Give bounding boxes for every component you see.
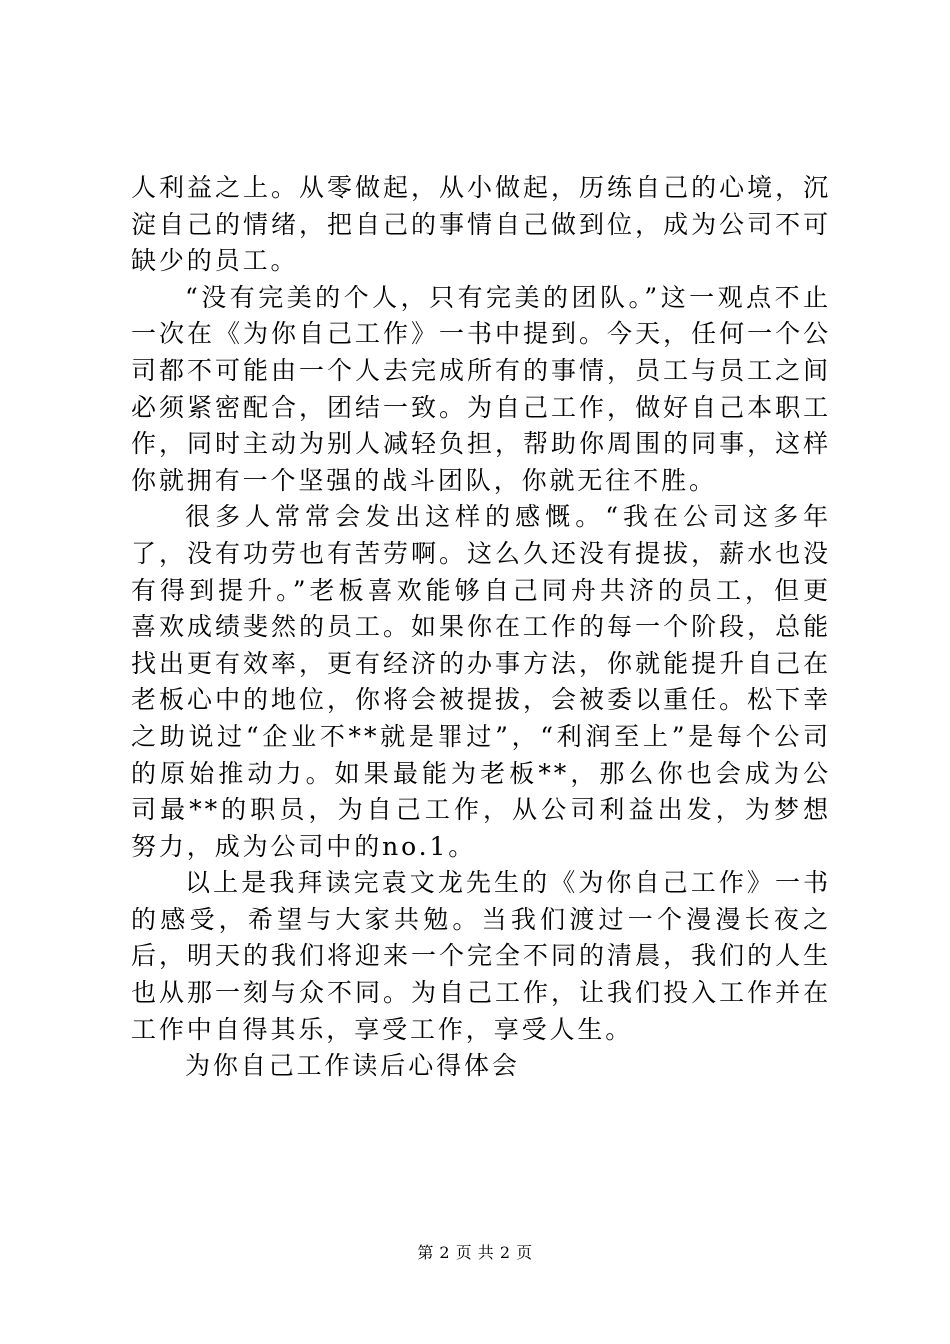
paragraph-efficiency: 很多人常常会发出这样的感慨。“我在公司这多年了，没有功劳也有苦劳啊。这么久还没有提拔，薪水也没有得到提升。”老板喜欢能够自己同舟共济的员工，但更喜欢成绩斐然的员工。如果你在工作的每一个阶段，总能找出更有效率，更有经济的办事方法，你就能提升自己在老板心中的地位，你将会被提拔，会被委以重任。松下幸之助说过“企业不**就是罪过”，“利润至上”是每个公司的原始推动力。如果最能为老板**，那么你也会成为公司最**的职员，为自己工作，从公司利益出发，为梦想努力，成为公司中的no.1。 (131, 502, 831, 861)
document-body (131, 170, 831, 1085)
paragraph-continuation: 人利益之上。从零做起，从小做起，历练自己的心境，沉淀自己的情绪，把自己的事情自己做到位，成为公司不可缺少的员工。 (131, 173, 831, 276)
paragraph-team: “没有完美的个人，只有完美的团队。”这一观点不止一次在《为你自己工作》一书中提到。今天，任何一个公司都不可能由一个人去完成所有的事情，员工与员工之间必须紧密配合，团结一致。为自己工作，做好自己本职工作，同时主动为别人减轻负担，帮助你周围的同事，这样你就拥有一个坚强的战斗团队，你就无往不胜。 (131, 282, 831, 495)
document-title-line: 为你自己工作读后心得体会 (185, 1051, 520, 1081)
paragraph-conclusion: 以上是我拜读完袁文龙先生的《为你自己工作》一书的感受，希望与大家共勉。当我们渡过一个漫漫长夜之后，明天的我们将迎来一个完全不同的清晨，我们的人生也从那一刻与众不同。为自己工作，让我们投入工作并在工作中自得其乐，享受工作，享受人生。 (131, 868, 831, 1044)
page-number-footer: 第 2 页 共 2 页 (417, 1243, 533, 1262)
